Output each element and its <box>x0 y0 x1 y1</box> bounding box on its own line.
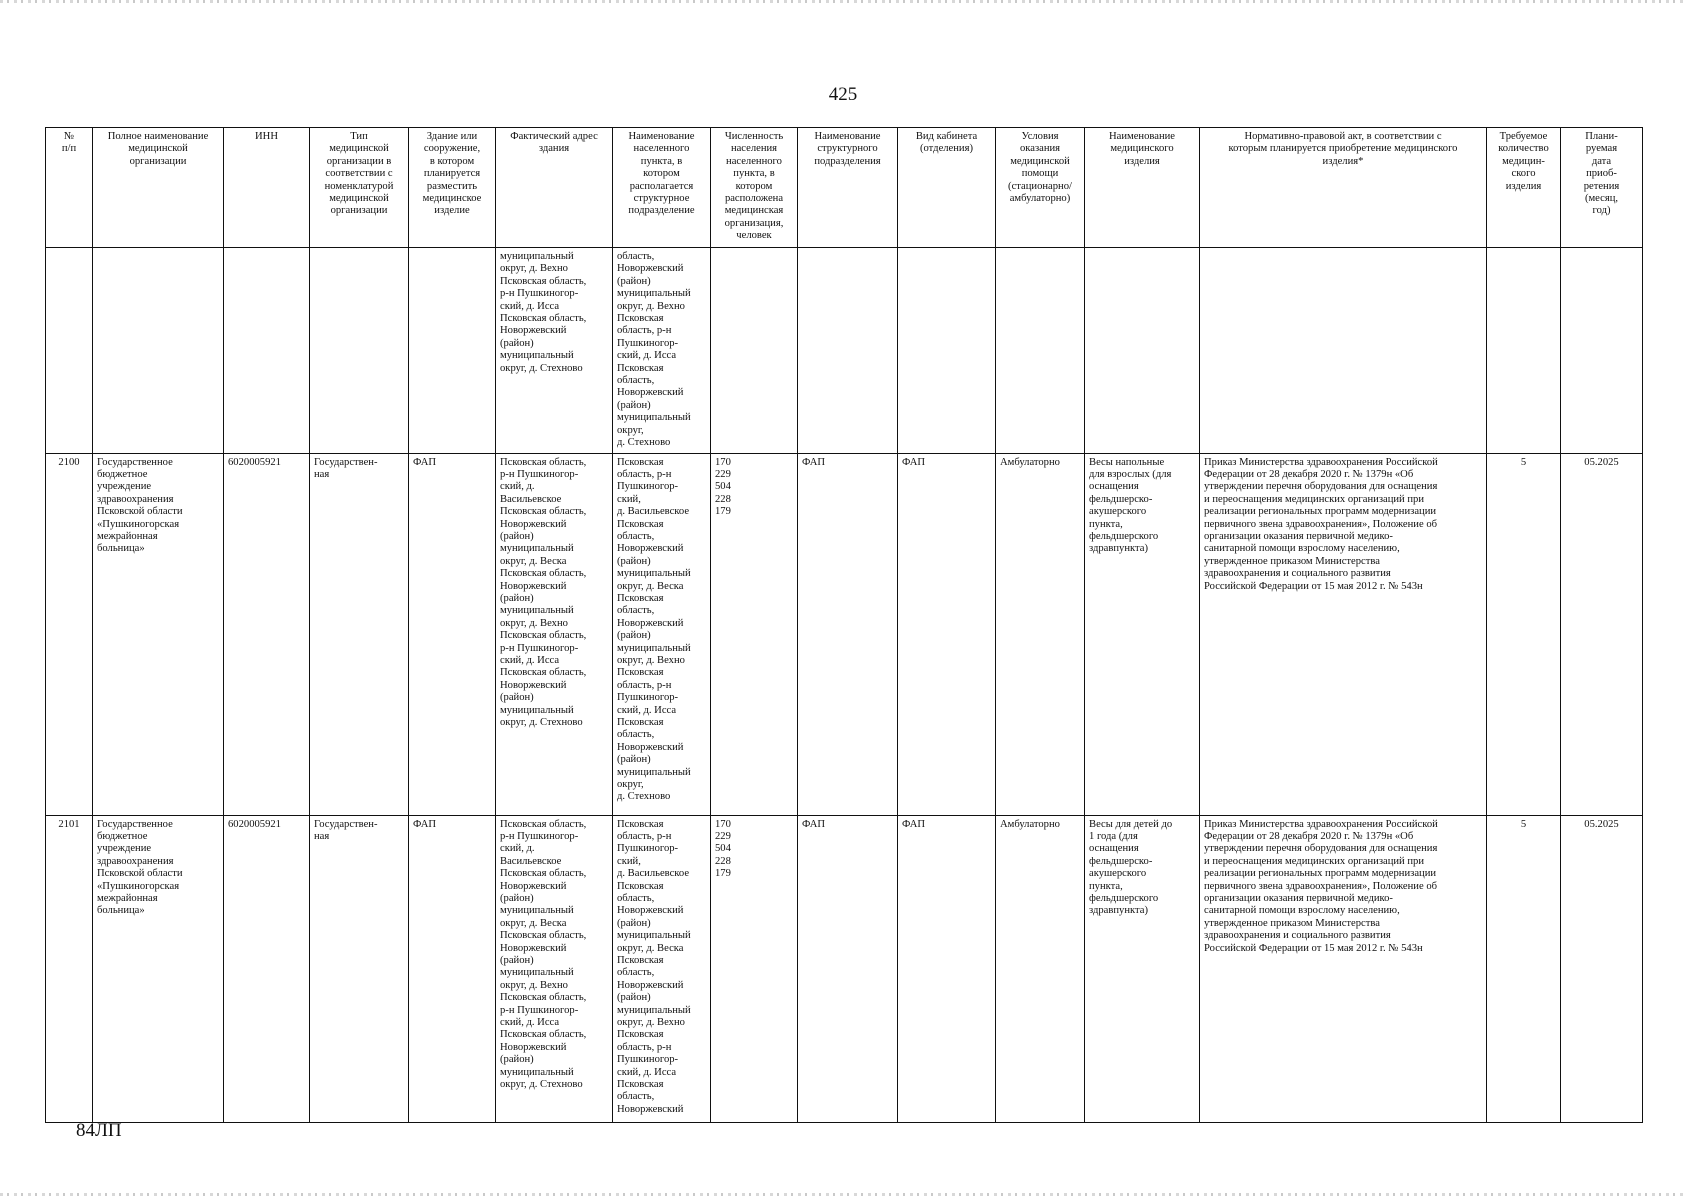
header-legal-act: Нормативно-правовой акт, в соответствии с которым планируется приобретение медицинского изделия* <box>1200 128 1487 248</box>
header-conditions: Условия оказания медицинской помощи (стационарно/ амбулаторно) <box>996 128 1085 248</box>
cell-inn: 6020005921 <box>224 815 310 1122</box>
medical-equipment-table <box>45 127 1643 1123</box>
cell-building: ФАП <box>409 453 496 815</box>
header-date: Плани- руемая дата приоб- ретения (месяц, год) <box>1561 128 1643 248</box>
cell-inn: 6020005921 <box>224 453 310 815</box>
header-quantity: Требуемое количество медицин- ского изделия <box>1487 128 1561 248</box>
table-cell <box>409 248 496 454</box>
table-header-row <box>46 128 1643 248</box>
header-address: Фактический адрес здания <box>496 128 613 248</box>
page-number: 425 <box>828 84 858 105</box>
table-cell <box>1085 248 1200 454</box>
header-unit: Наименование структурного подразделения <box>798 128 898 248</box>
cell-quantity: 5 <box>1487 815 1561 1122</box>
cell-address: Псковская область, р-н Пушкиногор- ский, д. Васильевское Псковская область, Новоржевский (район) муниципальный округ, д. Веска Псковская область, Новоржевский (район) муниципальный округ, д. Вехно Псковская область, р-н Пушкиногор- ский, д. Исса Псковская область, Новоржевский (район) муниципальный округ, д. Стехново <box>496 815 613 1122</box>
table-row <box>46 453 1643 815</box>
cell-legal-act: Приказ Министерства здравоохранения Российской Федерации от 28 декабря 2020 г. № 1379н «Об утверждении перечня оборудования для оснащения и переоснащения медицинских организаций при реализации региональных программ модернизации первичного звена здравоохранения», Положение об организации оказания первичной медико- санитарной помощи взрослому населению, утвержденное приказом Министерства здравоохранения и социального развития Российской Федерации от 15 мая 2012 г. № 543н <box>1200 815 1487 1122</box>
cell-org-name: Государственное бюджетное учреждение здравоохранения Псковской области «Пушкиногорская межрайонная больница» <box>93 453 224 815</box>
cell-legal-act: Приказ Министерства здравоохранения Российской Федерации от 28 декабря 2020 г. № 1379н «Об утверждении перечня оборудования для оснащения и переоснащения медицинских организаций при реализации региональных программ модернизации первичного звена здравоохранения», Положение об организации оказания первичной медико- санитарной помощи взрослому населению, утвержденное приказом Министерства здравоохранения и социального развития Российской Федерации от 15 мая 2012 г. № 543н <box>1200 453 1487 815</box>
header-org-type: Тип медицинской организации в соответствии с номенклатурой медицинской организации <box>310 128 409 248</box>
table-cell <box>1487 248 1561 454</box>
table-cell <box>1200 248 1487 454</box>
table-row-continuation <box>46 248 1643 454</box>
table-cell <box>711 248 798 454</box>
cell-unit: ФАП <box>798 815 898 1122</box>
cell-conditions: Амбулаторно <box>996 815 1085 1122</box>
cell-num: 2101 <box>46 815 93 1122</box>
header-building: Здание или сооружение, в котором планируется разместить медицинское изделие <box>409 128 496 248</box>
cell-num: 2100 <box>46 453 93 815</box>
header-num: № п/п <box>46 128 93 248</box>
cell-date: 05.2025 <box>1561 815 1643 1122</box>
scan-edge-top <box>0 0 1686 3</box>
scan-edge-bottom <box>0 1193 1686 1196</box>
cell-org-name: Государственное бюджетное учреждение здравоохранения Псковской области «Пушкиногорская межрайонная больница» <box>93 815 224 1122</box>
cell-device: Весы напольные для взрослых (для оснащения фельдшерско- акушерского пункта, фельдшерского здравпункта) <box>1085 453 1200 815</box>
cell-building: ФАП <box>409 815 496 1122</box>
table-cell <box>93 248 224 454</box>
header-inn: ИНН <box>224 128 310 248</box>
table-cell <box>996 248 1085 454</box>
cell-cabinet: ФАП <box>898 815 996 1122</box>
cell-settlement: Псковская область, р-н Пушкиногор- ский, д. Васильевское Псковская область, Новоржевский (район) муниципальный округ, д. Веска Псковская область, Новоржевский (район) муниципальный округ, д. Вехно Псковская область, р-н Пушкиногор- ский, д. Исса Псковская область, Новоржевский <box>613 815 711 1122</box>
header-org-name: Полное наименование медицинской организации <box>93 128 224 248</box>
footer-mark: 84ЛП <box>76 1120 122 1141</box>
header-device: Наименование медицинского изделия <box>1085 128 1200 248</box>
cell-population: 170 229 504 228 179 <box>711 453 798 815</box>
cell-conditions: Амбулаторно <box>996 453 1085 815</box>
table-cell <box>224 248 310 454</box>
cell-address: муниципальный округ, д. Вехно Псковская область, р-н Пушкиногор- ский, д. Исса Псковская область, Новоржевский (район) муниципальный округ, д. Стехново <box>496 248 613 454</box>
cell-cabinet: ФАП <box>898 453 996 815</box>
table-cell <box>898 248 996 454</box>
table-cell <box>1561 248 1643 454</box>
cell-org-type: Государствен- ная <box>310 815 409 1122</box>
table-cell <box>798 248 898 454</box>
header-settlement: Наименование населенного пункта, в котором располагается структурное подразделение <box>613 128 711 248</box>
cell-population: 170 229 504 228 179 <box>711 815 798 1122</box>
cell-address: Псковская область, р-н Пушкиногор- ский, д. Васильевское Псковская область, Новоржевский (район) муниципальный округ, д. Веска Псковская область, Новоржевский (район) муниципальный округ, д. Вехно Псковская область, р-н Пушкиногор- ский, д. Исса Псковская область, Новоржевский (район) муниципальный округ, д. Стехново <box>496 453 613 815</box>
table-row <box>46 815 1643 1122</box>
header-cabinet: Вид кабинета (отделения) <box>898 128 996 248</box>
cell-org-type: Государствен- ная <box>310 453 409 815</box>
header-population: Численность населения населенного пункта, в котором расположена медицинская организация, человек <box>711 128 798 248</box>
cell-quantity: 5 <box>1487 453 1561 815</box>
cell-unit: ФАП <box>798 453 898 815</box>
cell-device: Весы для детей до 1 года (для оснащения фельдшерско- акушерского пункта, фельдшерского здравпункта) <box>1085 815 1200 1122</box>
cell-date: 05.2025 <box>1561 453 1643 815</box>
cell-settlement: Псковская область, р-н Пушкиногор- ский, д. Васильевское Псковская область, Новоржевский (район) муниципальный округ, д. Веска Псковская область, Новоржевский (район) муниципальный округ, д. Вехно Псковская область, р-н Пушкиногор- ский, д. Исса Псковская область, Новоржевский (район) муниципальный округ, д. Стехново <box>613 453 711 815</box>
table-cell <box>46 248 93 454</box>
cell-settlement: область, Новоржевский (район) муниципальный округ, д. Вехно Псковская область, р-н Пушкиногор- ский, д. Исса Псковская область, Новоржевский (район) муниципальный округ, д. Стехново <box>613 248 711 454</box>
table-cell <box>310 248 409 454</box>
